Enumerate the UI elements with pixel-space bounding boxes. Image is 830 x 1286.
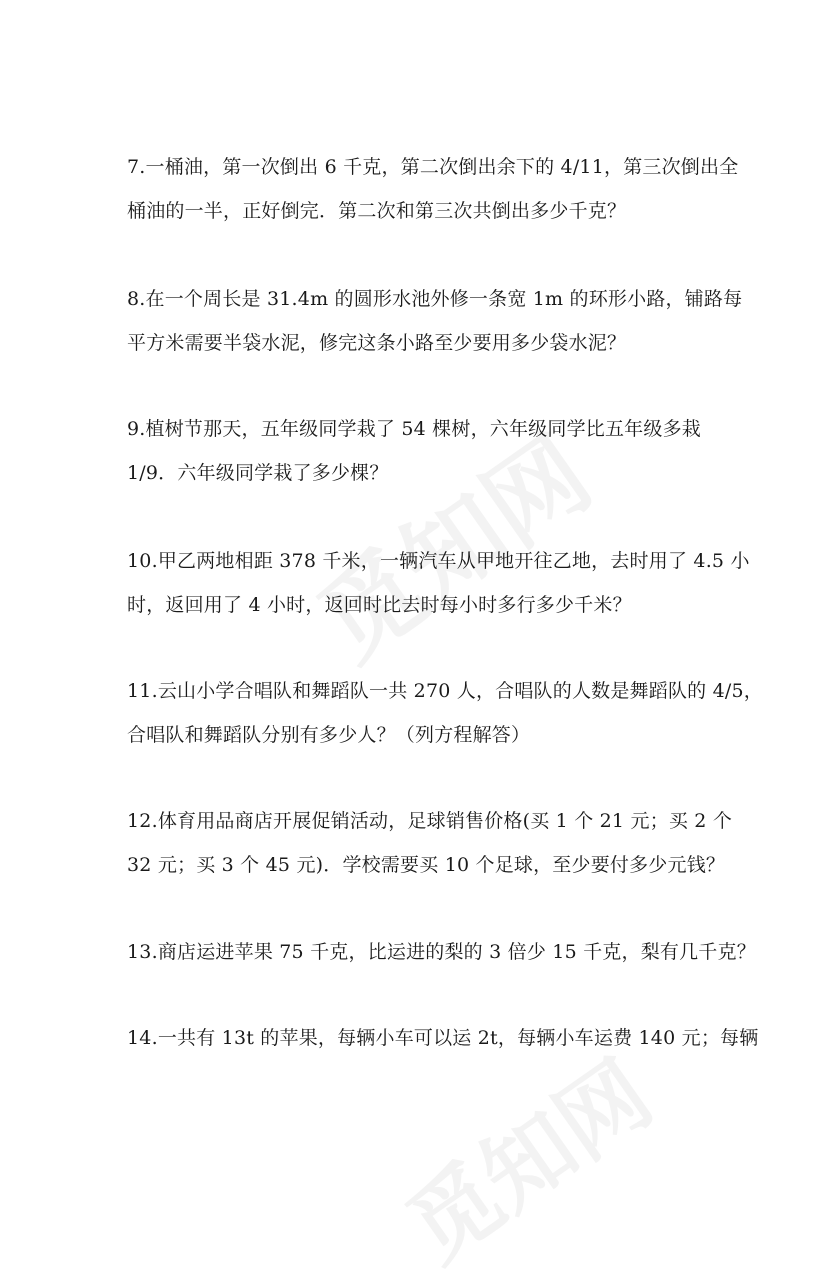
problem-12 [127,799,733,887]
problem-9 [127,407,717,495]
problem-13 [127,930,756,974]
problem-line: 14.一共有 13t 的苹果，每辆小车可以运 2t，每辆小车运费 140 元；每辆 [127,1027,759,1049]
problem-7 [127,145,739,233]
problem-line: 32 元；买 3 个 45 元)．学校需要买 10 个足球，至少要付多少元钱？ [127,854,726,876]
problem-line: 7.一桶油，第一次倒出 6 千克，第二次倒出余下的 4/11，第三次倒出全 [127,156,739,178]
problem-line: 时，返回用了 4 小时，返回时比去时每小时多行多少千米？ [127,594,632,616]
problem-11 [127,669,763,757]
problem-line: 11.云山小学合唱队和舞蹈队一共 270 人，合唱队的人数是舞蹈队的 4/5， [127,680,763,702]
watermark [377,1024,673,1285]
problem-line: 桶油的一半，正好倒完．第二次和第三次共倒出多少千克？ [127,200,627,222]
problem-14 [127,1016,759,1060]
problem-8 [127,277,743,365]
problem-line: 12.体育用品商店开展促销活动，足球销售价格(买 1 个 21 元；买 2 个 [127,810,733,832]
problem-line: 9.植树节那天，五年级同学栽了 54 棵树，六年级同学比五年级多栽 [127,418,701,440]
problem-line: 8.在一个周长是 31.4m 的圆形水池外修一条宽 1m 的环形小路，铺路每 [127,288,743,310]
problem-line: 13.商店运进苹果 75 千克，比运进的梨的 3 倍少 15 千克，梨有几千克？ [127,941,756,963]
problem-line: 合唱队和舞蹈队分别有多少人？（列方程解答） [127,724,531,746]
problem-10 [127,539,750,627]
problem-line: 平方米需要半袋水泥，修完这条小路至少要用多少袋水泥？ [127,332,627,354]
problem-line: 1/9．六年级同学栽了多少棵？ [127,462,389,484]
problem-line: 10.甲乙两地相距 378 千米，一辆汽车从甲地开往乙地，去时用了 4.5 小 [127,550,750,572]
